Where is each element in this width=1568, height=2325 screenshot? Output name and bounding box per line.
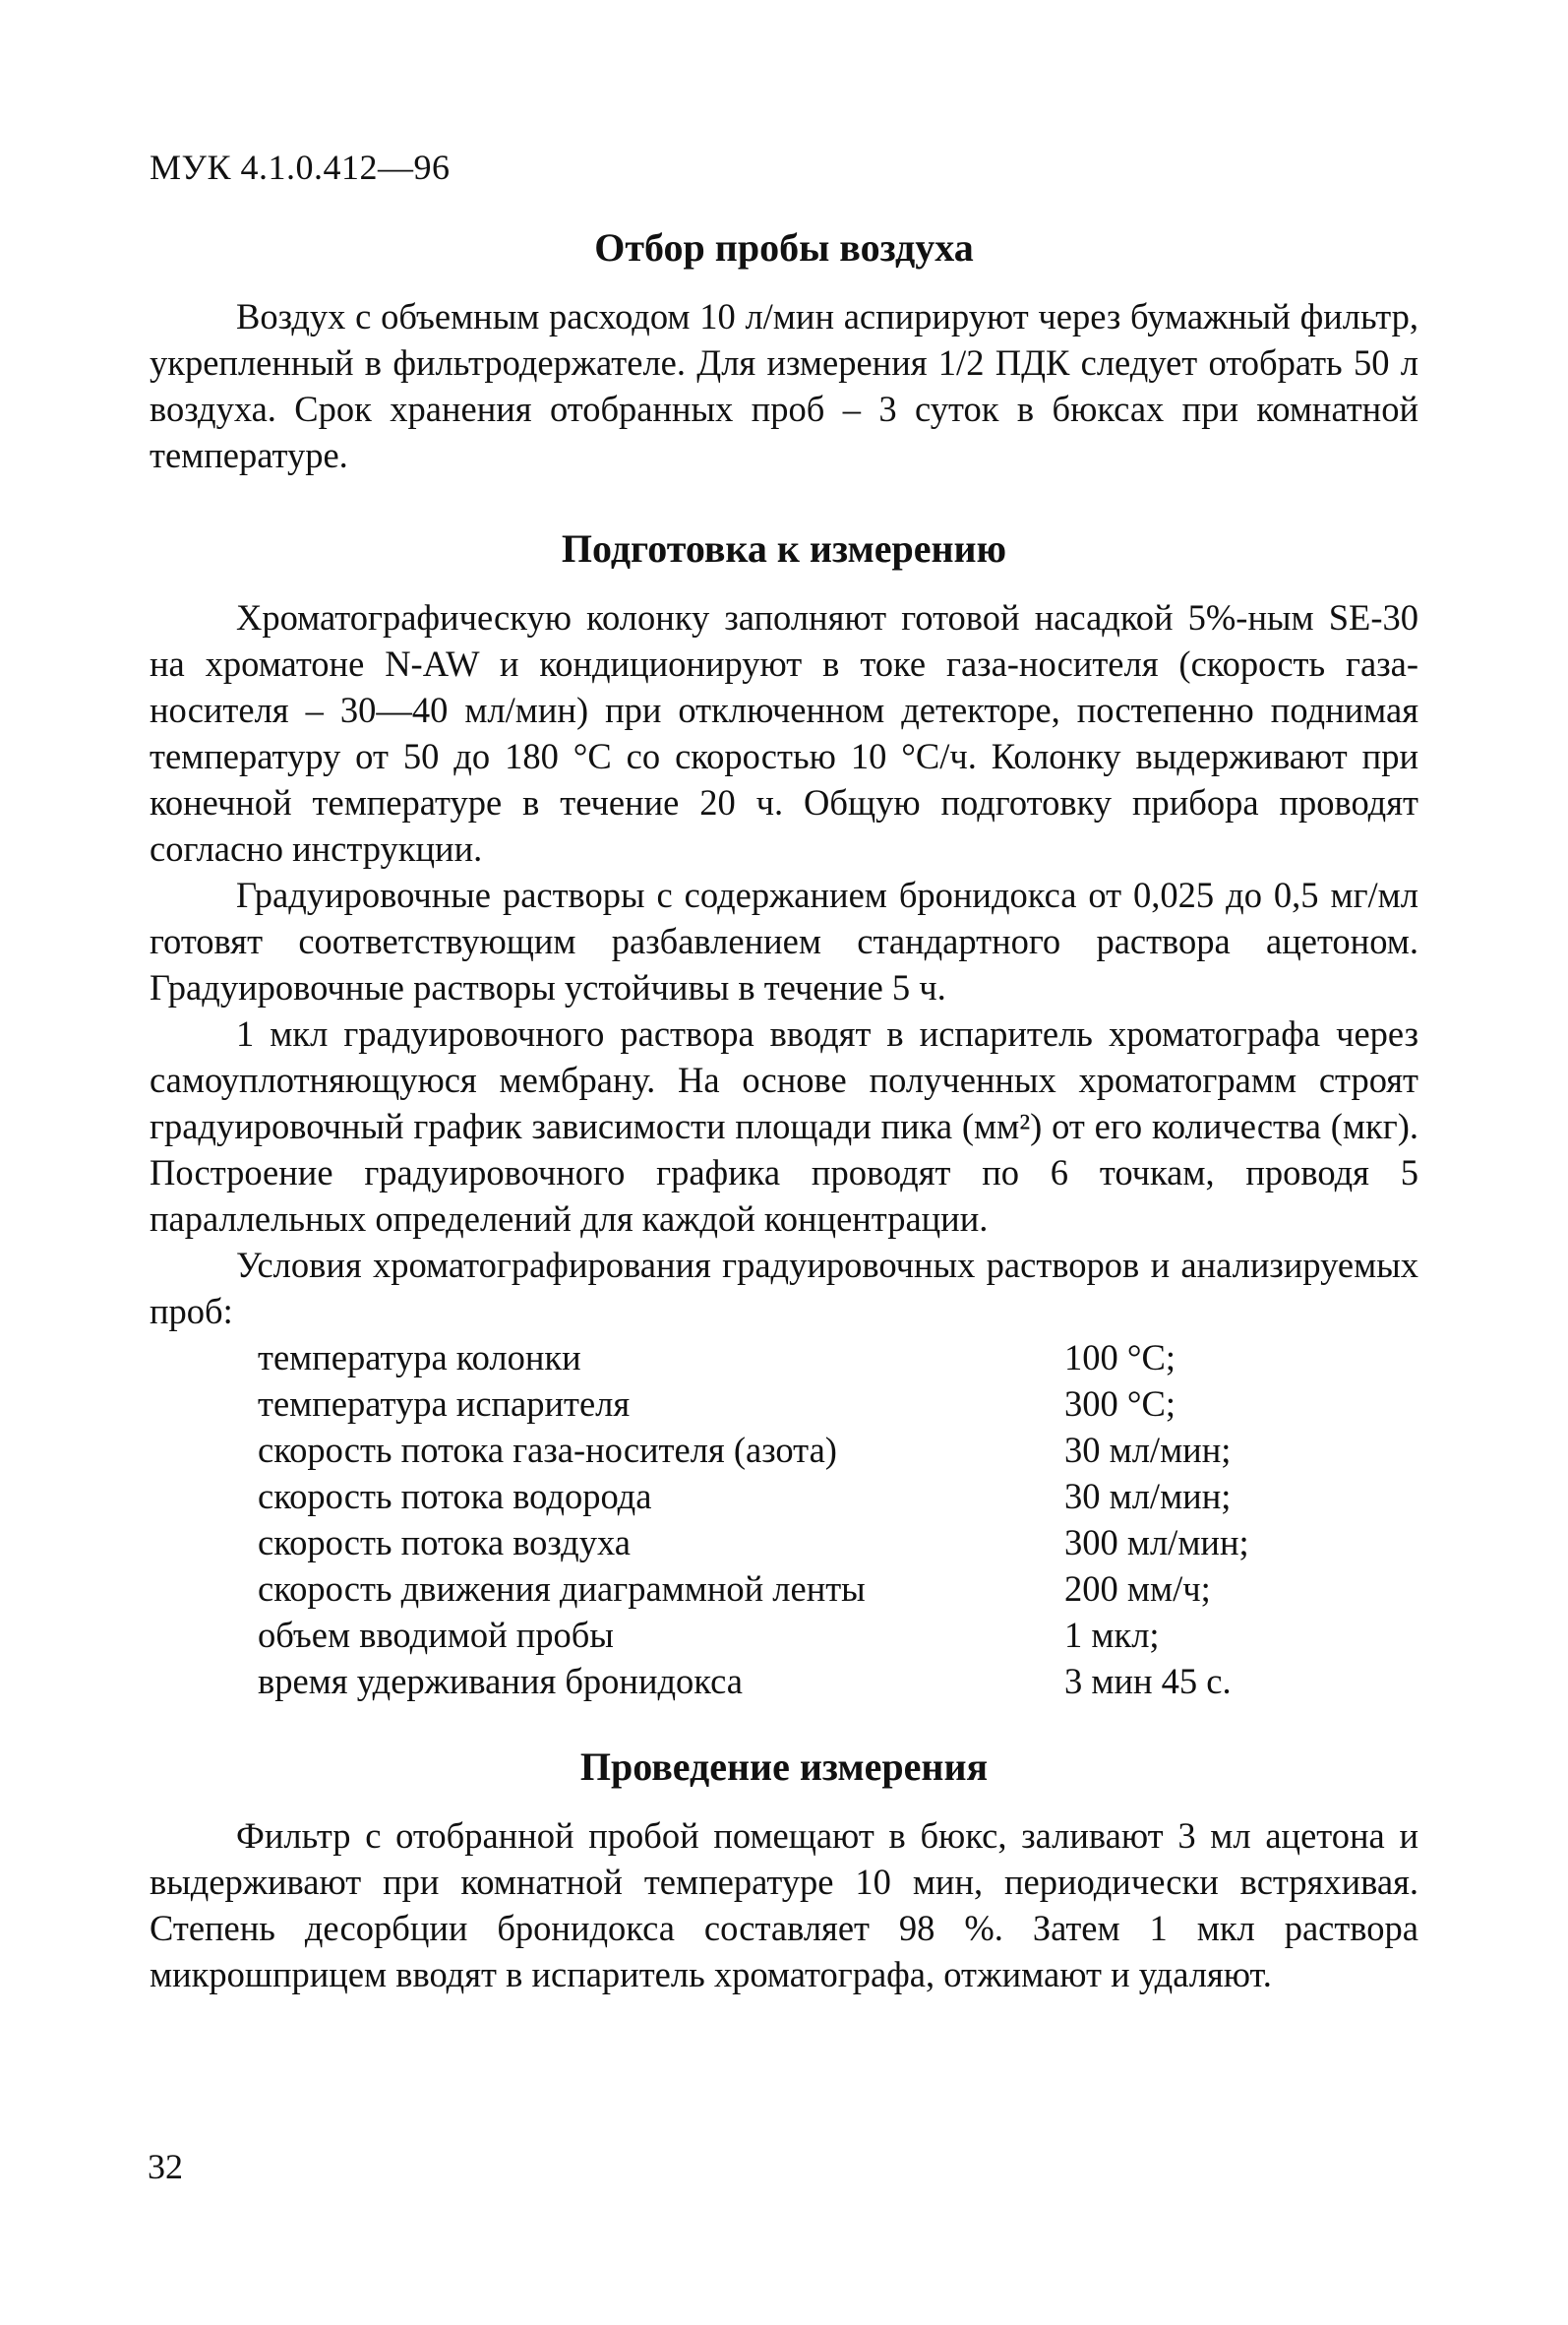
condition-row: [258, 1612, 1389, 1658]
condition-value: 30 мл/мин;: [1064, 1430, 1232, 1470]
condition-label: объем вводимой пробы: [258, 1615, 614, 1655]
condition-label: температура испарителя: [258, 1383, 631, 1424]
section-title-sampling: Отбор пробы воздуха: [594, 225, 974, 270]
condition-value: 300 мл/мин;: [1064, 1522, 1249, 1562]
condition-row: [258, 1427, 1389, 1473]
paragraph: Воздух с объемным расходом 10 л/мин аспирируют через бумажный фильтр, укрепленный в фильтродержателе. Для измерения 1/2 ПДК следует отобрать 50 л воздуха. Срок хранения отобранных проб – 3 суток в бюксах при комнатной температуре.: [150, 296, 1418, 475]
condition-label: температура колонки: [258, 1337, 581, 1377]
condition-row: [258, 1334, 1389, 1380]
page-number: 32: [148, 2147, 183, 2186]
condition-row: [258, 1473, 1389, 1519]
condition-label: скорость потока воздуха: [258, 1522, 631, 1562]
paragraph: Градуировочные растворы с содержанием бронидокса от 0,025 до 0,5 мг/мл готовят соответствующим разбавлением стандартного раствора ацетоном. Градуировочные растворы устойчивы в течение 5 ч.: [150, 875, 1418, 1008]
condition-row: [258, 1519, 1389, 1565]
condition-label: скорость потока газа-носителя (азота): [258, 1430, 837, 1470]
chromatography-conditions-list: [258, 1334, 1389, 1704]
paragraph: Фильтр с отобранной пробой помещают в бюкс, заливают 3 мл ацетона и выдерживают при комнатной температуре 10 мин, периодически встряхивая. Степень десорбции бронидокса составляет 98 %. Затем 1 мкл раствора микрошприцем вводят в испаритель хроматографа, отжимают и удаляют.: [150, 1815, 1418, 1994]
document-code-header: МУК 4.1.0.412—96: [150, 148, 451, 187]
condition-row: [258, 1380, 1389, 1427]
section-sampling: [150, 224, 1418, 478]
condition-label: скорость потока водорода: [258, 1476, 652, 1516]
section-measurement: [150, 1744, 1418, 1997]
condition-row: [258, 1565, 1389, 1612]
paragraph: Условия хроматографирования градуировочных растворов и анализируемых проб:: [150, 1245, 1418, 1331]
condition-value: 100 °С;: [1064, 1337, 1176, 1377]
condition-value: 30 мл/мин;: [1064, 1476, 1232, 1516]
condition-label: время удерживания бронидокса: [258, 1661, 743, 1701]
condition-label: скорость движения диаграммной ленты: [258, 1568, 866, 1609]
page-content: [150, 224, 1418, 1997]
condition-value: 300 °С;: [1064, 1383, 1176, 1424]
condition-value: 1 мкл;: [1064, 1615, 1160, 1655]
condition-value: 200 мм/ч;: [1064, 1568, 1211, 1609]
paragraph: Хроматографическую колонку заполняют готовой насадкой 5%-ным SE-30 на хроматоне N-AW и кондиционируют в токе газа-носителя (скорость газа-носителя – 30—40 мл/мин) при отключенном детекторе, постепенно поднимая температуру от 50 до 180 °С со скоростью 10 °С/ч. Колонку выдерживают при конечной температуре в течение 20 ч. Общую подготовку прибора проводят согласно инструкции.: [150, 597, 1418, 869]
section-title-measurement: Проведение измерения: [579, 1744, 989, 1789]
section-preparation: [150, 525, 1418, 1704]
paragraph: 1 мкл градуировочного раствора вводят в испаритель хроматографа через самоуплотняющуюся мембрану. На основе полученных хроматограмм строят градуировочный график зависимости площади пика (мм²) от его количества (мкг). Построение градуировочного графика проводят по 6 точкам, проводя 5 параллельных определений для каждой концентрации.: [150, 1013, 1418, 1239]
condition-value: 3 мин 45 с.: [1064, 1661, 1232, 1701]
condition-row: [258, 1658, 1389, 1704]
section-title-preparation: Подготовка к измерению: [561, 526, 1007, 571]
